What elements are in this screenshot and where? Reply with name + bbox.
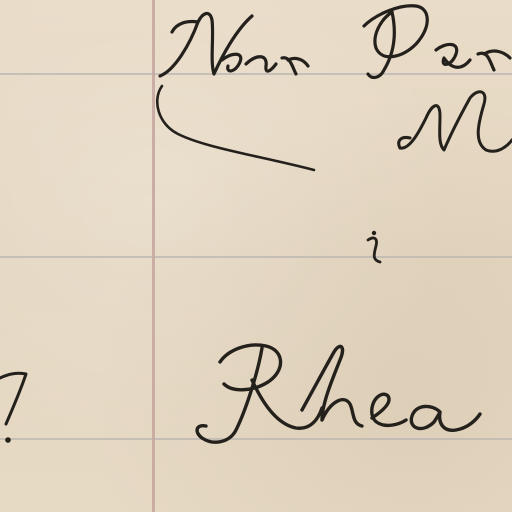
handwriting-rhea (197, 345, 480, 442)
handwriting-dar (364, 6, 510, 78)
handwriting-mark (368, 231, 380, 262)
handwriting-near (160, 13, 308, 76)
handwriting-m (399, 92, 512, 152)
handwriting-brace (157, 86, 314, 170)
handwriting-left-fragment (0, 373, 26, 443)
